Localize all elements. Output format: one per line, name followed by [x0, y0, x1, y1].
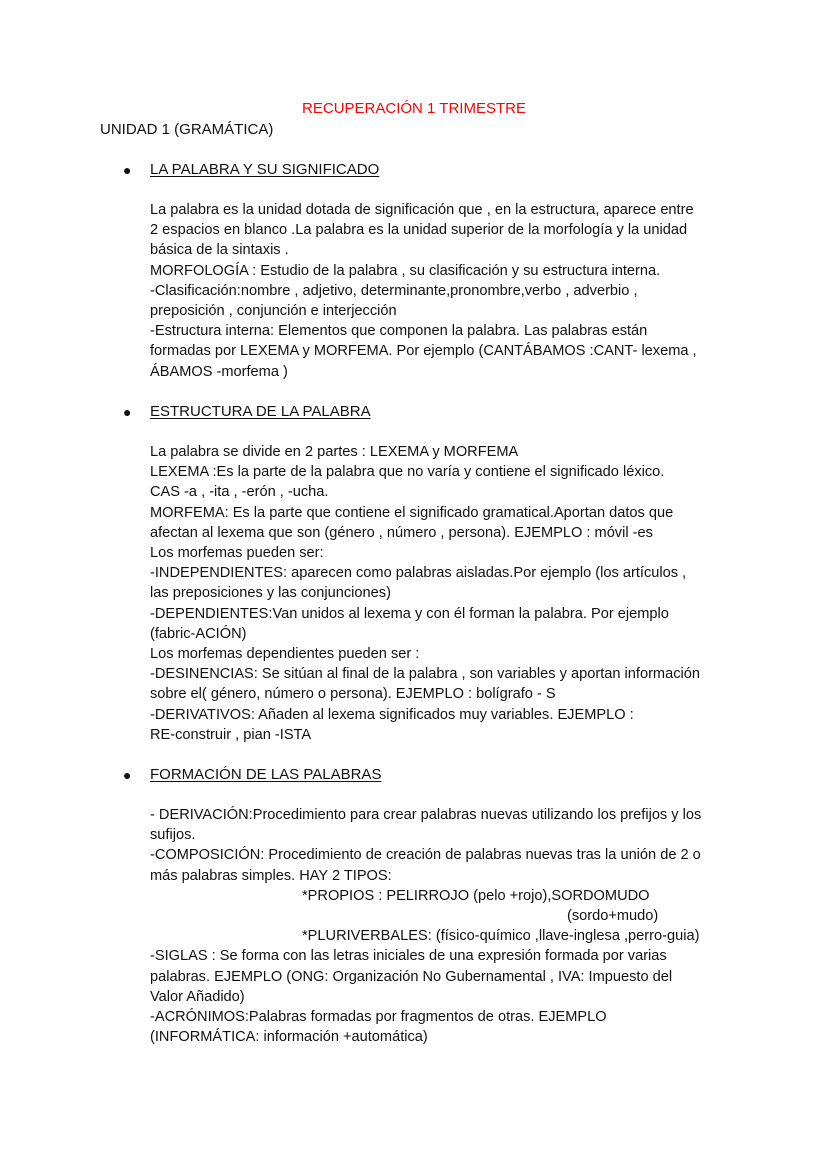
body-line: palabras. EJEMPLO (ONG: Organización No Gubernamental , IVA: Impuesto del — [150, 968, 673, 985]
body-line: MORFOLOGÍA : Estudio de la palabra , su clasificación y su estructura interna. — [150, 262, 661, 279]
body-line: RE-construir , pian -ISTA — [150, 726, 312, 743]
section-heading — [123, 765, 763, 785]
section-body — [123, 200, 763, 382]
section-heading-label: ESTRUCTURA DE LA PALABRA — [150, 403, 371, 420]
section-body — [123, 805, 763, 1047]
body-line: las preposiciones y las conjunciones) — [150, 585, 391, 602]
body-line: básica de la sintaxis . — [150, 242, 289, 259]
section-heading-label: LA PALABRA Y SU SIGNIFICADO — [150, 161, 380, 178]
body-line: *PROPIOS : PELIRROJO (pelo +rojo),SORDOMUDO — [302, 887, 650, 904]
body-line: -SIGLAS : Se forma con las letras iniciales de una expresión formada por varias — [150, 948, 667, 965]
body-line: -DERIVATIVOS: Añaden al lexema significados muy variables. EJEMPLO : — [150, 706, 634, 723]
body-line: afectan al lexema que son (género , número , persona). EJEMPLO : móvil -es — [150, 524, 653, 541]
body-line: 2 espacios en blanco .La palabra es la unidad superior de la morfología y la unidad — [150, 222, 688, 239]
body-line: sufijos. — [150, 827, 196, 844]
body-line: preposición , conjunción e interjección — [150, 303, 397, 320]
body-line: (fabric-ACIÓN) — [150, 625, 247, 642]
body-line: -Clasificación:nombre , adjetivo, determinante,pronombre,verbo , adverbio , — [150, 282, 638, 299]
body-line: Los morfemas dependientes pueden ser : — [150, 646, 420, 663]
body-line: más palabras simples. HAY 2 TIPOS: — [150, 867, 392, 884]
body-line: -COMPOSICIÓN: Procedimiento de creación de palabras nuevas tras la unión de 2 o — [150, 847, 701, 864]
body-line: Los morfemas pueden ser: — [150, 545, 324, 562]
section-formacion — [123, 765, 763, 1047]
body-line: (INFORMÁTICA: información +automática) — [150, 1029, 428, 1046]
body-line: ÁBAMOS -morfema ) — [150, 363, 288, 380]
body-line: Valor Añadido) — [150, 988, 245, 1005]
body-line: LEXEMA :Es la parte de la palabra que no varía y contiene el significado léxico. — [150, 464, 665, 481]
section-estructura — [123, 402, 763, 745]
section-heading — [123, 402, 763, 422]
body-line: - DERIVACIÓN:Procedimiento para crear palabras nuevas utilizando los prefijos y los — [150, 807, 702, 823]
body-line: La palabra es la unidad dotada de significación que , en la estructura, aparece entre — [150, 202, 694, 218]
section-body — [123, 442, 763, 745]
section-heading-label: FORMACIÓN DE LAS PALABRAS — [150, 766, 382, 783]
body-line: (sordo+mudo) — [567, 908, 659, 925]
body-line: -ACRÓNIMOS:Palabras formadas por fragmentos de otras. EJEMPLO — [150, 1009, 607, 1026]
body-line: formadas por LEXEMA y MORFEMA. Por ejemplo (CANTÁBAMOS :CANT- lexema , — [150, 343, 697, 360]
body-line: -Estructura interna: Elementos que componen la palabra. Las palabras están — [150, 323, 648, 340]
page-title: RECUPERACIÓN 1 TRIMESTRE — [302, 100, 526, 117]
body-line: MORFEMA: Es la parte que contiene el significado gramatical.Aportan datos que — [150, 504, 674, 521]
body-line: -DESINENCIAS: Se sitúan al final de la palabra , son variables y aportan información — [150, 666, 700, 683]
bullet-icon: ● — [123, 767, 132, 783]
body-line: -DEPENDIENTES:Van unidos al lexema y con él forman la palabra. Por ejemplo — [150, 605, 669, 622]
body-line: CAS -a , -ita , -erón , -ucha. — [150, 484, 329, 501]
body-line: sobre el( género, número o persona). EJEMPLO : bolígrafo - S — [150, 686, 556, 703]
bullet-icon: ● — [123, 404, 132, 420]
bullet-icon: ● — [123, 162, 132, 178]
body-line: -INDEPENDIENTES: aparecen como palabras aisladas.Por ejemplo (los artículos , — [150, 565, 687, 582]
section-la-palabra — [123, 160, 763, 382]
body-line: *PLURIVERBALES: (físico-químico ,llave-inglesa ,perro-guia) — [302, 928, 700, 945]
unit-heading: UNIDAD 1 (GRAMÁTICA) — [100, 121, 274, 138]
body-line: La palabra se divide en 2 partes : LEXEMA y MORFEMA — [150, 444, 519, 460]
section-heading — [123, 160, 763, 180]
